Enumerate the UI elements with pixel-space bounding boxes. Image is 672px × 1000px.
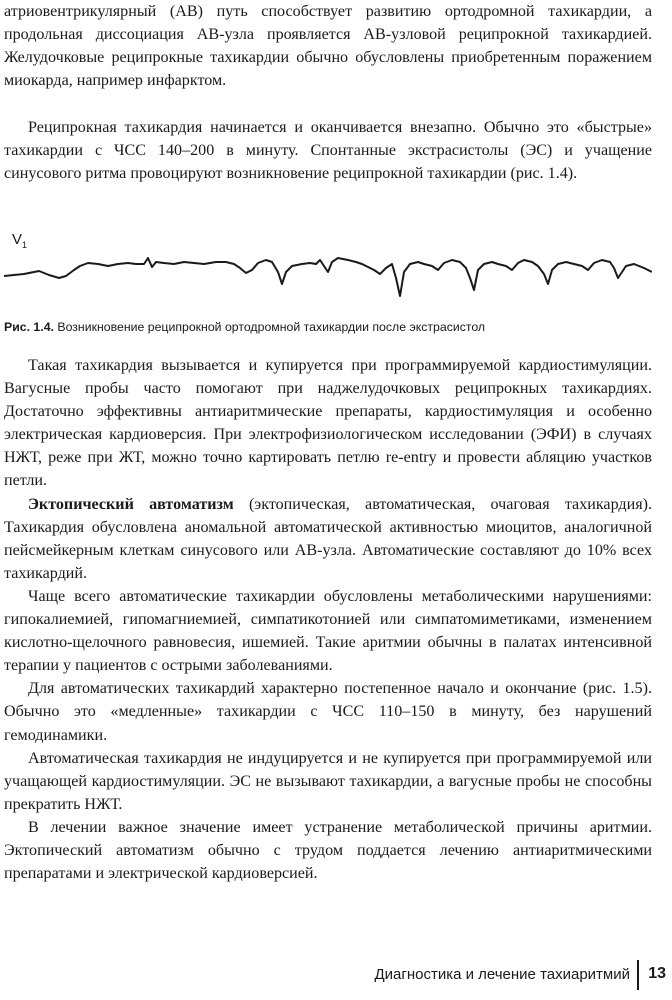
- paragraph-ectopic-text: (эктопическая, автоматическая, очаговая тахикардия). Тахикардия обусловлена аномальной автоматической активностью миоцитов, аналогичной пейсмейкерным клеткам синусового или АВ-узла. Автоматические составляют до 10% всех тахикардий.: [4, 495, 652, 582]
- paragraph-treatment: В лечении важное значение имеет устранение метаболической причины аритмии. Эктопический автоматизм обычно с трудом поддается лечению антиаритмическими препаратами и электрической кардиоверсией.: [4, 818, 652, 883]
- paragraph-metabolic: Чаще всего автоматические тахикардии обусловлены метаболическими нарушениями: гипокалиемией, гипомагниемией, симпатикотонией или симпатомиметиками, изменением кислотно-щелочного равновесия, ишемией. Такие аритмии обычны в палатах интенсивной терапии у пациентов с острыми заболеваниями.: [4, 587, 652, 675]
- ecg-lead-label: [12, 231, 27, 250]
- term-ectopic-automatism: Эктопический автоматизм: [28, 495, 234, 513]
- footer-divider: [637, 960, 639, 990]
- ecg-strip: [4, 226, 652, 316]
- paragraph-reciprocal-onset: Реципрокная тахикардия начинается и оканчивается внезапно. Обычно это «быстрые» тахикардии с ЧСС 140–200 в минуту. Спонтанные экстрасистолы (ЭС) и учащение синусового ритма провоцируют возникновение реципрокной тахикардии (рис. 1.4).: [4, 119, 652, 183]
- running-footer-title: Диагностика и лечение тахиаритмий: [374, 966, 630, 983]
- paragraph-induction: Такая тахикардия вызывается и купируется при программируемой кардиостимуляции. Вагусные пробы часто помогают при наджелудочковых реципрокных тахикардиях. Достаточно эффективны антиаритмические препараты, кардиостимуляция и особенно электрическая кардиоверсия. При электрофизиологическом исследовании (ЭФИ) в случаях НЖТ, реже при ЖТ, можно точно картировать петлю re-entry и провести абляцию участков петли.: [4, 357, 652, 490]
- paragraph-not-induced: Автоматическая тахикардия не индуцируется и не купируется при программируемой или учащающей кардиостимуляции. ЭС не вызывают тахикардии, а вагусные пробы не способны прекратить НЖТ.: [4, 749, 652, 813]
- ecg-figure: [4, 226, 652, 316]
- paragraph-ectopic: [4, 493, 652, 585]
- paragraph-gradual-onset: Для автоматических тахикардий характерно постепенное начало и окончание (рис. 1.5). Обычно это «медленные» тахикардии с ЧСС 110–150 в минуту, без нарушений гемодинамики.: [4, 680, 652, 744]
- figure-caption: [4, 318, 652, 336]
- paragraph-av-path: атриовентрикулярный (АВ) путь способствует развитию ортодромной тахикардии, а продольная диссоциация АВ-узла проявляется АВ-узловой реципрокной тахикардией. Желудочковые реципрокные тахикардии обычно обусловлены приобретенным поражением миокарда, например инфарктом.: [4, 3, 652, 90]
- page-footer: [0, 960, 668, 990]
- ecg-lead-letter: V: [12, 231, 23, 248]
- ecg-lead-subscript: 1: [22, 240, 28, 250]
- caption-text: Возникновение реципрокной ортодромной тахикардии после экстрасистол: [57, 320, 486, 334]
- caption-label: Рис. 1.4.: [4, 320, 54, 334]
- ecg-trace: [4, 258, 652, 296]
- main-text: [4, 354, 652, 885]
- page-number: 13: [648, 965, 666, 982]
